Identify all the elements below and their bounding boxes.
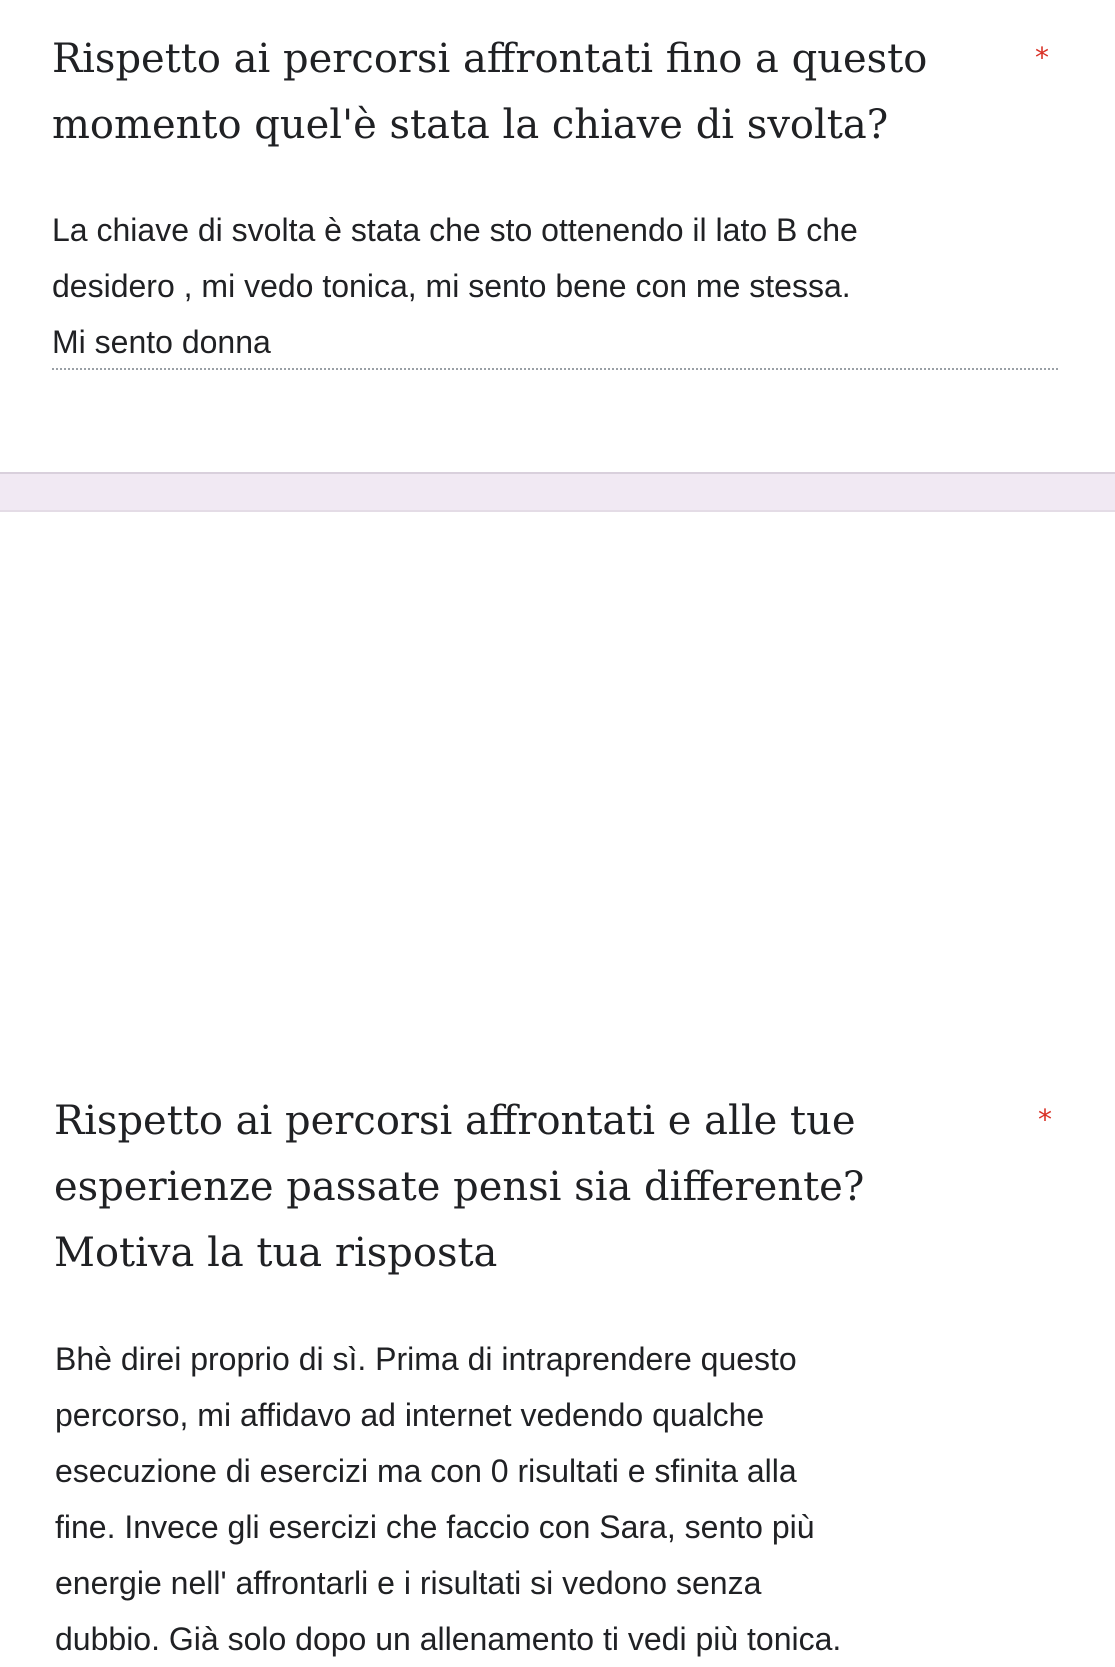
question-2-answer-text[interactable]: Bhè direi proprio di sì. Prima di intraprendere questo percorso, mi affidavo ad internet vedendo qualche esecuzione di esercizi ma con 0 risultati e sfinita alla fine. Invece gli esercizi che faccio con Sara, sento più energie nell' affrontarli e i risultati si vedono senza dubbio. Già solo dopo un allenamento ti vedi più tonica. [55, 1341, 842, 1657]
card-separator [0, 472, 1115, 512]
question-2-title: Rispetto ai percorsi affrontati e alle tue esperienze passate pensi sia differente? Motiva la tua risposta [54, 1098, 865, 1276]
question-1-title: Rispetto ai percorsi affrontati fino a questo momento quel'è stata la chiave di svolta? [52, 36, 928, 148]
question-card-1 [0, 0, 1115, 472]
required-asterisk-icon: * [1038, 1103, 1052, 1136]
required-asterisk-icon: * [1035, 41, 1049, 74]
question-1-answer-text[interactable]: La chiave di svolta è stata che sto ottenendo il lato B che desidero , mi vedo tonica, mi sento bene con me stessa. Mi sento donna [52, 212, 858, 360]
answer-1-underline [52, 368, 1058, 370]
question-card-2 [0, 512, 1115, 1657]
